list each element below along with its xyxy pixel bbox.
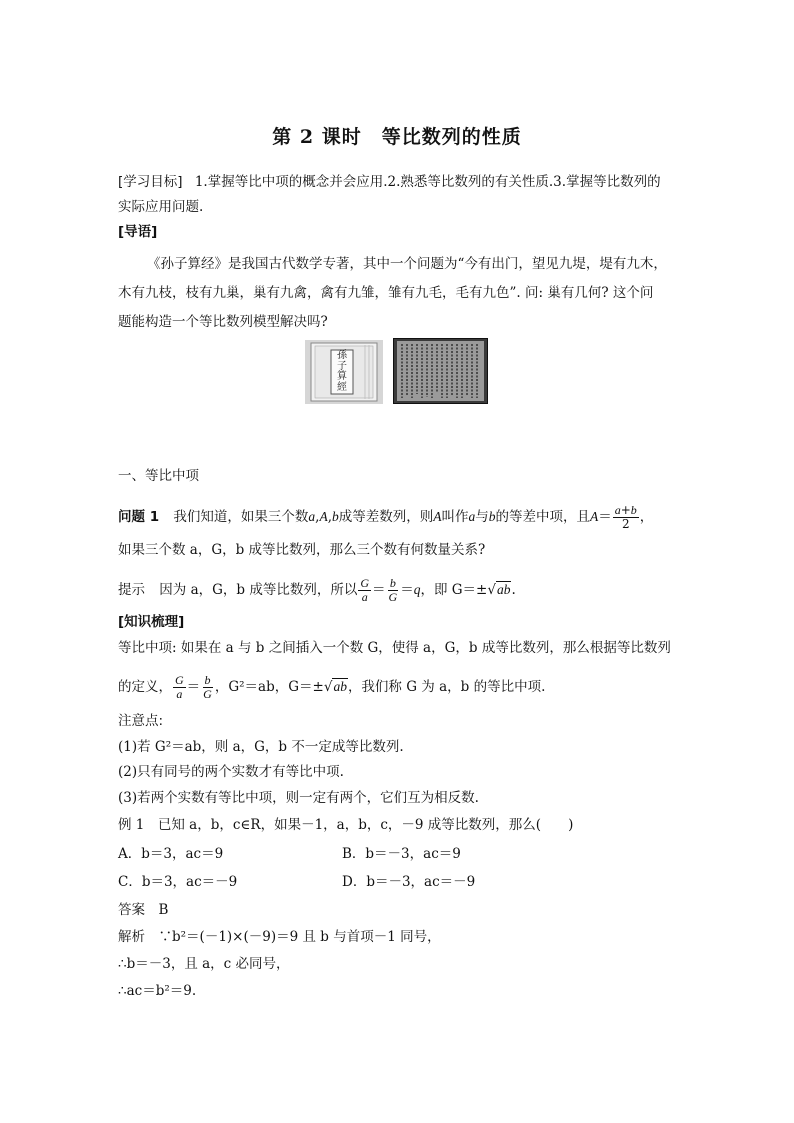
hint-text-b: ，即 G＝±: [420, 582, 488, 598]
objectives-line-1: [118, 172, 678, 192]
hint-text-c: .: [511, 582, 516, 598]
question-1-text-a: 我们知道，如果三个数: [173, 509, 309, 525]
intro-label: [导语]: [118, 224, 158, 240]
intro-line-2: 木有九枝，枝有九巢，巢有九禽，禽有九雏，雏有九毛，毛有九色”. 问: 巢有几何? 这个问: [118, 285, 654, 301]
fraction-G-over-a: $\frac{G}{a}$: [360, 576, 370, 604]
knowledge-text-c: ，我们称 G 为 a，b 的等比中项.: [347, 679, 546, 695]
knowledge-text-a: 的定义，: [118, 679, 172, 695]
fraction-a-plus-b-over-2: $\frac{a+b}{2}$: [614, 503, 637, 531]
objectives-text-1: 1.掌握等比中项的概念并会应用.2.熟悉等比数列的有关性质.3.掌握等比数列的: [194, 174, 661, 190]
objectives-label: [学习目标]: [118, 174, 183, 190]
manuscript-image: [393, 338, 488, 404]
knowledge-text-b: ，G²＝ab，G＝±: [214, 679, 324, 695]
note-item-2: (2)只有同号的两个实数才有等比中项.: [118, 764, 344, 780]
option-C: C．b＝3，ac＝－9: [118, 874, 238, 890]
option-D: D．b＝－3，ac＝－9: [342, 874, 476, 890]
notes-label: 注意点:: [118, 713, 164, 729]
question-1-text-e: 的等差中项，且: [495, 509, 590, 525]
question-1-text-c: 叫作: [441, 509, 469, 525]
page-title: 第 2 课时 等比数列的性质: [272, 126, 522, 148]
fraction-b-over-G: $\frac{b}{G}$: [388, 576, 398, 604]
example-1-solution-2: ∴b＝－3，且 a，c 必同号，: [118, 956, 290, 972]
question-1-text-b: 成等差数列，则: [338, 509, 434, 525]
option-B: B．b＝－3，ac＝9: [342, 846, 461, 862]
var-a-A-b: a: [308, 509, 316, 524]
intro-line-1: 《孙子算经》是我国古代数学专著，其中一个问题为“今有出门，望见九堤，堤有九木，: [147, 256, 667, 272]
knowledge-line-1: 等比中项: 如果在 a 与 b 之间插入一个数 G，使得 a，G，b 成等比数列，那么根据等比数列: [118, 640, 671, 656]
book-cover-image: [305, 340, 383, 404]
example-1-solution-3: ∴ac＝b²＝9.: [118, 983, 197, 999]
book-cover-title: 孫子算經: [337, 350, 347, 393]
knowledge-line-2: 的定义， $\frac{G}{a}$ ＝ $\frac{b}{G}$ ，G²＝ab，G＝±√ab，我们称 G 为 a，b 的等比中项.: [118, 673, 546, 701]
question-1-line-1: 问题 1 我们知道，如果三个数a,A,b成等差数列，则A叫作a与b的等差中项，且A＝ $\frac{a+b}{2}$ ，: [118, 503, 654, 531]
hint-label: 提示: [118, 582, 145, 598]
hint-line: 提示 因为 a，G，b 成等比数列，所以 $\frac{G}{a}$ ＝ $\frac{b}{G}$ ＝q，即 G＝±√ab.: [118, 576, 516, 604]
option-A: A．b＝3，ac＝9: [118, 846, 224, 862]
objectives-line-2: 实际应用问题.: [118, 199, 204, 215]
knowledge-label: [知识梳理]: [118, 614, 185, 630]
hint-text-a: 因为 a，G，b 成等比数列，所以: [159, 582, 358, 598]
fraction-G-over-a-2: $\frac{G}{a}$: [175, 673, 184, 701]
fraction-b-over-G-2: $\frac{b}{G}$: [203, 673, 212, 701]
example-1-solution-1: 解析 ∵b²＝(－1)×(－9)＝9 且 b 与首项－1 同号，: [118, 929, 441, 945]
question-1-line-2: 如果三个数 a，G，b 成等比数列，那么三个数有何数量关系?: [118, 542, 486, 558]
example-1-answer: 答案 B: [118, 902, 169, 918]
section-heading-1: 一、等比中项: [118, 468, 199, 484]
question-1-text-d: 与: [475, 509, 489, 525]
note-item-1: (1)若 G²＝ab，则 a，G，b 不一定成等比数列.: [118, 739, 404, 755]
question-1-label: 问题 1: [118, 509, 160, 525]
example-1-stem: 例 1 已知 a，b，c∈R，如果－1，a，b，c，－9 成等比数列，那么( ): [118, 817, 574, 833]
note-item-3: (3)若两个实数有等比中项，则一定有两个，它们互为相反数.: [118, 790, 479, 806]
intro-line-3: 题能构造一个等比数列模型解决吗?: [118, 314, 328, 330]
